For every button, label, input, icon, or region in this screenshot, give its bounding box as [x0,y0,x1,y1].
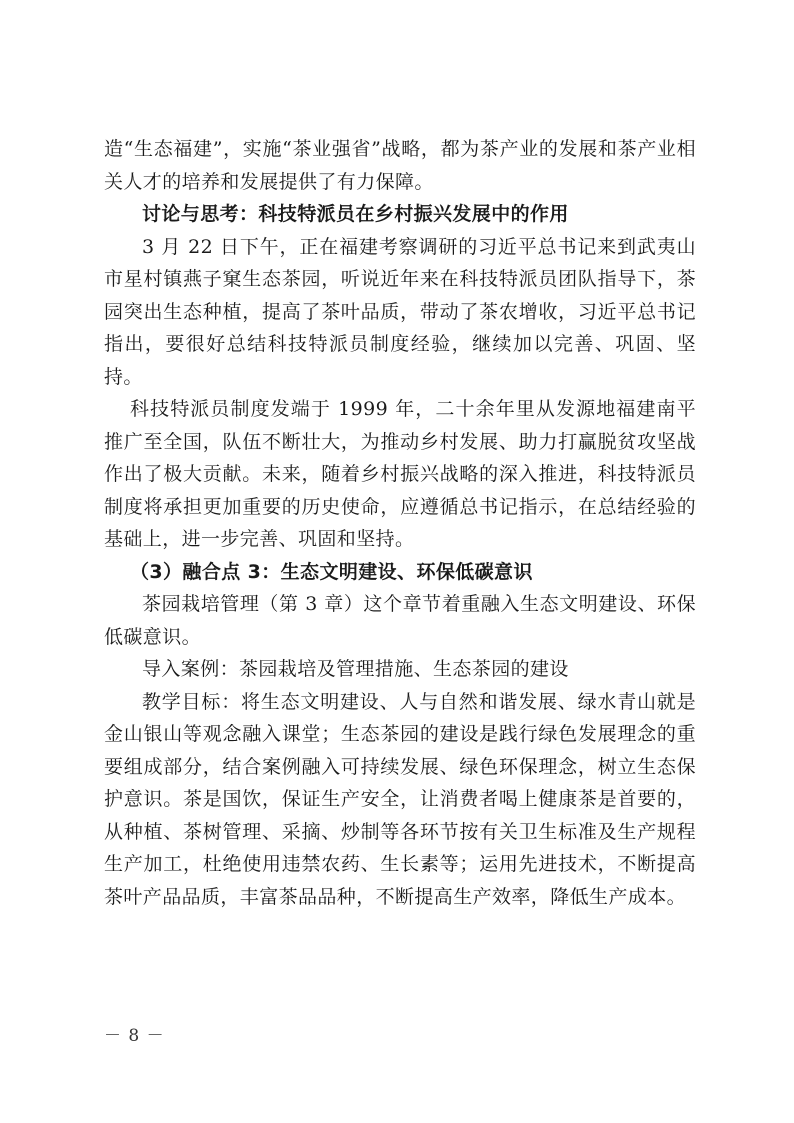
document-body [104,133,696,913]
page-number: － 8 － [104,1026,165,1046]
paragraph-intro-case: 导入案例：茶园栽培及管理措施、生态茶园的建设 [142,658,569,680]
paragraph-system-history: 科技特派员制度发端于 1999 年，二十余年里从发源地福建南平推广至全国，队伍不断壮大，为推动乡村发展、助力打赢脱贫攻坚战作出了极大贡献。未来，随着乡村振兴战略的深入推进，科技特派员制度将承担更加重要的历史使命，应遵循总书记指示，在总结经验的基础上，进一步完善、巩固和坚持。 [104,398,696,550]
heading-integration-point-3: （3）融合点 3：生态文明建设、环保低碳意识 [130,560,533,583]
paragraph-teaching-goals: 教学目标：将生态文明建设、人与自然和谐发展、绿水青山就是金山银山等观念融入课堂；生态茶园的建设是践行绿色发展理念的重要组成部分，结合案例融入可持续发展、绿色环保理念，树立生态保护意识。茶是国饮，保证生产安全，让消费者喝上健康茶是首要的，从种植、茶树管理、采摘、炒制等各环节按有关卫生标准及生产规程生产加工，杜绝使用违禁农药、生长素等；运用先进技术，不断提高茶叶产品品质，丰富茶品品种，不断提高生产效率，降低生产成本。 [104,690,696,908]
paragraph-chapter-focus: 茶园栽培管理（第 3 章）这个章节着重融入生态文明建设、环保低碳意识。 [104,593,696,648]
paragraph-intro-continuation: 造“生态福建”，实施“茶业强省”战略，都为茶产业的发展和茶产业相关人才的培养和发展提供了有力保障。 [104,138,696,193]
heading-discussion: 讨论与思考：科技特派员在乡村振兴发展中的作用 [142,203,569,225]
paragraph-visit: 3 月 22 日下午，正在福建考察调研的习近平总书记来到武夷山市星村镇燕子窠生态茶园，听说近年来在科技特派员团队指导下，茶园突出生态种植，提高了茶叶品质，带动了茶农增收，习近平总书记指出，要很好总结科技特派员制度经验，继续加以完善、巩固、坚持。 [104,235,696,388]
